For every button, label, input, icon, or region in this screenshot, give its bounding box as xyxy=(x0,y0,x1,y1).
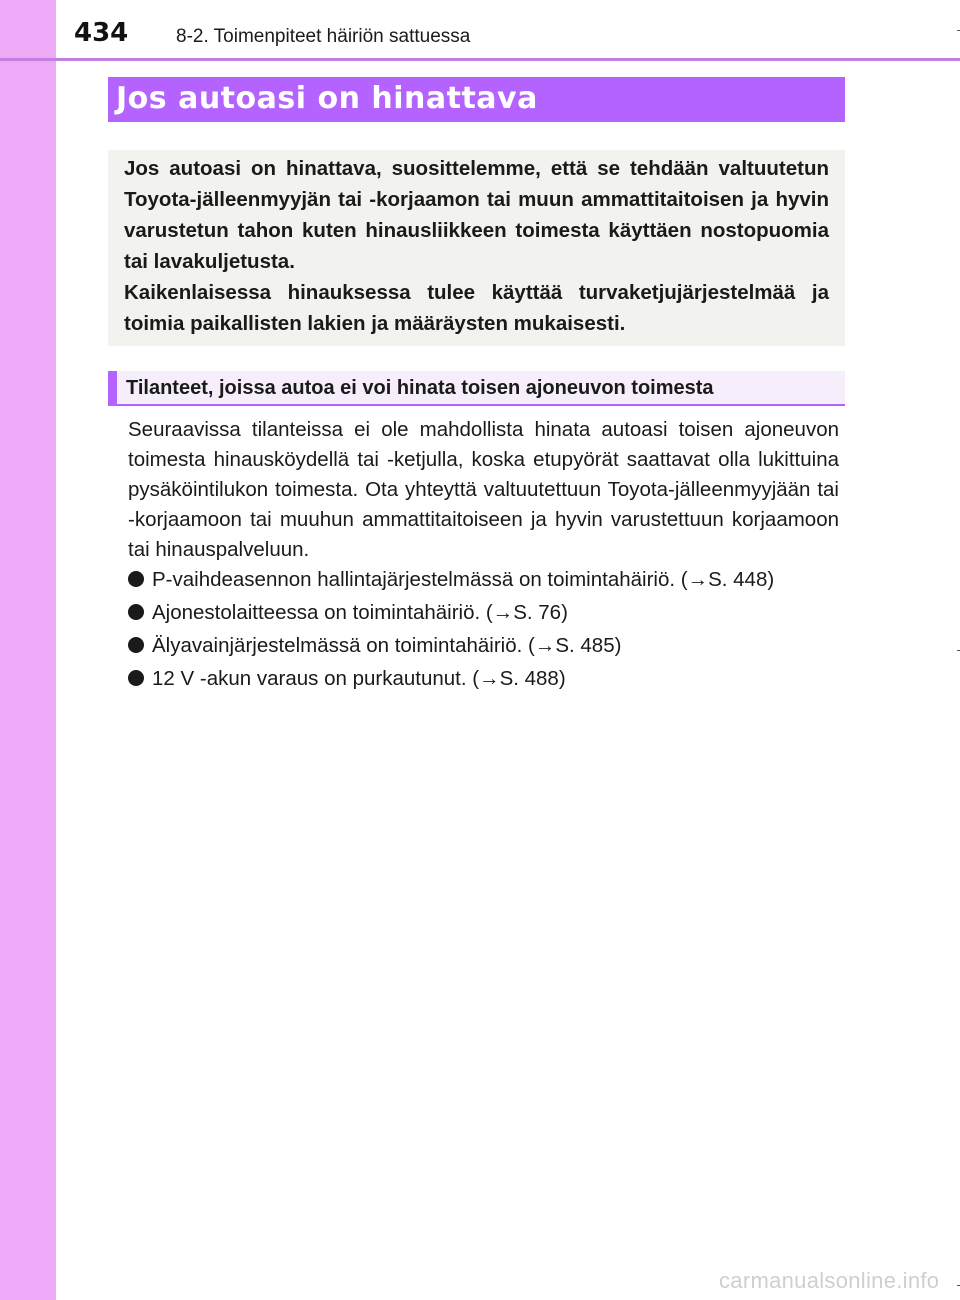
bullet-list xyxy=(128,565,848,697)
bullet-dot-icon xyxy=(128,604,144,620)
page-reference-link[interactable]: →S. 485 xyxy=(534,634,615,657)
bullet-text: 12 V -akun varaus on purkautunut. ( xyxy=(152,667,480,690)
header-divider xyxy=(0,58,960,61)
bullet-item-immobilizer: Ajonestolaitteessa on toimintahäiriö. (→S. 76) xyxy=(128,598,848,631)
bullet-dot-icon xyxy=(128,670,144,686)
page-reference-link[interactable]: →S. 76 xyxy=(492,601,562,624)
watermark: carmanualsonline.info xyxy=(719,1268,940,1293)
subsection-body: Seuraavissa tilanteissa ei ole mahdollista hinata autoasi toisen ajoneuvon toimesta hinausköydellä tai -ketjulla, koska etupyörät saattavat olla lukittuina pysäköintilukon toimesta. Ota yhteyttä valtuutettuun Toyota-jälleenmyyjään tai -korjaamoon tai muuhun ammattitaitoiseen ja hyvin varustettuun korjaamoon tai hinauspalveluun. xyxy=(128,418,839,561)
intro-paragraph-1: Jos autoasi on hinattava, suosittelemme, että se tehdään valtuutetun Toyota-jälleenmyyjän tai -korjaamon tai muun ammattitaitoisen ja hyvin varustetun tahon kuten hinausliikkeen toimesta käyttäen nostopuomia tai lavakuljetusta. xyxy=(124,157,829,273)
bullet-text: P-vaihdeasennon hallintajärjestelmässä on toimintahäiriö. ( xyxy=(152,568,688,591)
intro-paragraph-2: Kaikenlaisessa hinauksessa tulee käyttää turvaketjujärjestelmää ja toimia paikallisten lakien ja määräysten mukaisesti. xyxy=(124,281,829,335)
bullet-dot-icon xyxy=(128,571,144,587)
subsection-title: Tilanteet, joissa autoa ei voi hinata toisen ajoneuvon toimesta xyxy=(126,377,714,399)
bullet-item-smart-key: Älyavainjärjestelmässä on toimintahäiriö. (→S. 485) xyxy=(128,631,848,664)
bullet-dot-icon xyxy=(128,637,144,653)
page-number: 434 xyxy=(74,18,129,48)
side-color-band xyxy=(0,0,56,1300)
intro-box xyxy=(108,150,845,346)
bullet-item-p-position: P-vaihdeasennon hallintajärjestelmässä on toimintahäiriö. (→S. 448) xyxy=(128,565,848,598)
chapter-title: 8-2. Toimenpiteet häiriön sattuessa xyxy=(176,26,471,47)
page-reference-link[interactable]: →S. 448 xyxy=(687,568,768,591)
section-title: Jos autoasi on hinattava xyxy=(116,81,538,116)
bullet-item-12v-battery: 12 V -akun varaus on purkautunut. (→S. 488) xyxy=(128,664,848,697)
bullet-text: Ajonestolaitteessa on toimintahäiriö. ( xyxy=(152,601,493,624)
subsection-heading-box xyxy=(108,371,845,406)
page-reference-link[interactable]: →S. 488 xyxy=(479,667,559,690)
bullet-text: Älyavainjärjestelmässä on toimintahäiriö. ( xyxy=(152,634,535,657)
